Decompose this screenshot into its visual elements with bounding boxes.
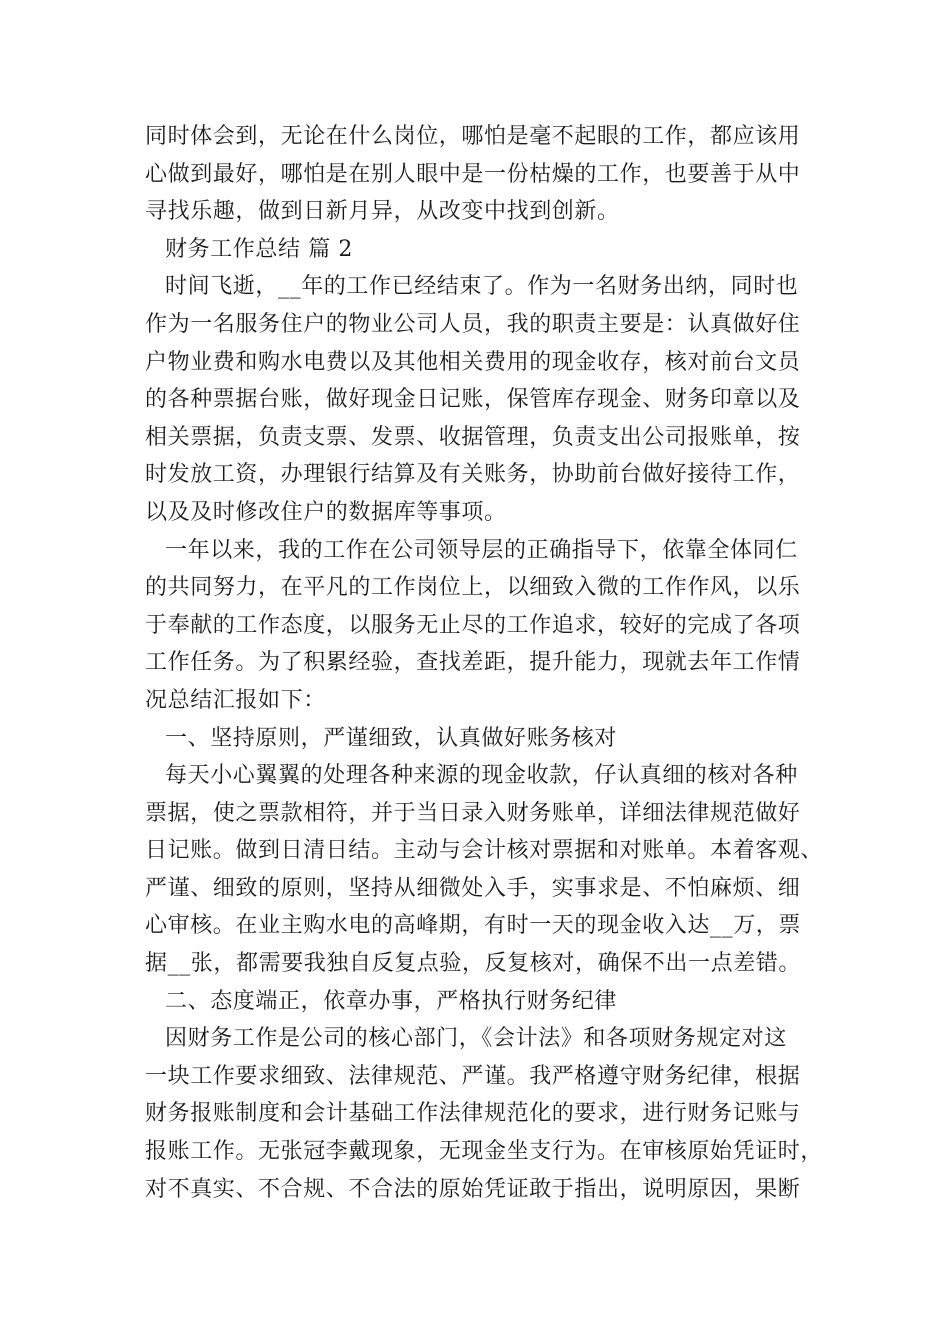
paragraph-summary: 一年以来，我的工作在公司领导层的正确指导下，依靠全体同仁 的共同努力，在平凡的工作岗位上，以细致入微的工作作风，以乐 于奉献的工作态度，以服务无止尽的工作追求，较好的完成了各项 工作任务。为了积累经验，查找差距，提升能力，现就去年工作情 况总结汇报如下：: [145, 537, 801, 713]
paragraph-intro: 同时体会到，无论在什么岗位，哪怕是毫不起眼的工作，都应该用 心做到最好，哪怕是在别人眼中是一份枯燥的工作，也要善于从中 寻找乐趣，做到日新月异，从改变中找到创新。: [145, 124, 801, 225]
subheading-one: 一、坚持原则，严谨细致，认真做好账务核对: [165, 725, 618, 751]
section-title: 财务工作总结 篇 2: [165, 236, 353, 262]
document-body: [145, 118, 845, 1208]
paragraph-duties: 时间飞逝，__年的工作已经结束了。作为一名财务出纳，同时也 作为一名服务住户的物业公司人员，我的职责主要是：认真做好住 户物业费和购水电费以及其他相关费用的现金收存，核对前台文员 的各种票据台账，做好现金日记账，保管库存现金、财务印章以及 相关票据，负责支票、发票、收据管理，负责支出公司报账单，按 时发放工资，办理银行结算及有关账务，协助前台做好接待工作， 以及及时修改住户的数据库等事项。: [145, 274, 801, 525]
subheading-two: 二、态度端正，依章办事，严格执行财务纪律: [165, 988, 618, 1014]
paragraph-discipline: 因财务工作是公司的核心部门，《会计法》和各项财务规定对这 一块工作要求细致、法律规范、严谨。我严格遵守财务纪律，根据 财务报账制度和会计基础工作法律规范化的要求，进行财务记账与 报账工作。无张冠李戴现象，无现金坐支行为。在审核原始凭证时， 对不真实、不合规、不合法的原始凭证敢于指出，说明原因，果断: [145, 1026, 824, 1202]
paragraph-verification: 每天小心翼翼的处理各种来源的现金收款，仔认真细的核对各种 票据，使之票款相符，并于当日录入财务账单，详细法律规范做好 日记账。做到日清日结。主动与会计核对票据和对账单。本着客观、 严谨、细致的原则，坚持从细微处入手，实事求是、不怕麻烦、细 心审核。在业主购水电的高峰期，有时一天的现金收入达__万，票 据__张，都需要我独自反复点验，反复核对，确保不出一点差错。: [145, 763, 824, 977]
